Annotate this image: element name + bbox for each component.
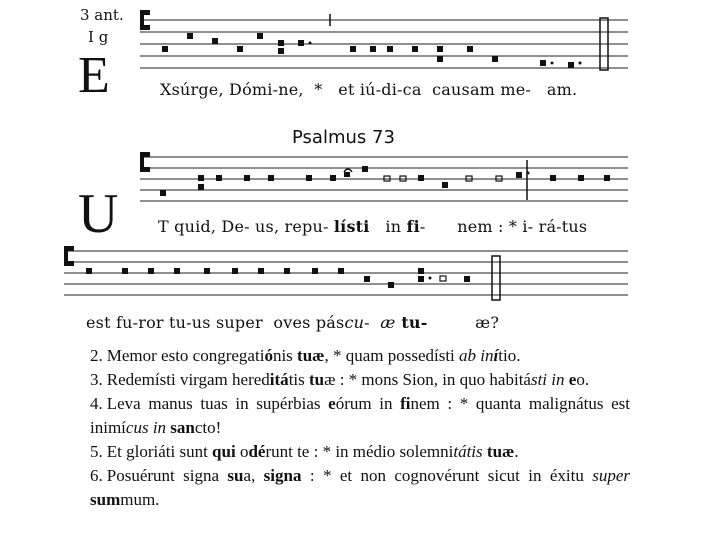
verse-number: 4. [90,394,103,413]
verse-text-segment: ó [264,346,273,365]
antiphon-lyric: Xsúrge, Dómi-ne, * et iú-di-ca causam me- am. [160,80,578,99]
verse-text-segment: san [170,418,195,437]
verse-list [90,344,630,512]
verse-text-segment: a, [243,466,264,485]
verse-text-segment: tio. [498,346,521,365]
lyric-italic-segment: cu- æ [344,313,396,332]
verse-number: 6. [90,466,103,485]
verse-number: 2. [90,346,103,365]
psalm-title: Psalmus 73 [292,127,395,148]
verse-text-segment: Redemísti virgam hered [106,370,270,389]
mode-label: 3 ant. [80,6,124,24]
verse-text-segment: Memor esto congregati [106,346,265,365]
lyric-bold-segment: tu- [395,313,428,332]
verse-text-segment: : * et non cognovérunt sicut in éxitu [301,466,593,485]
verse-text-segment: , * quam possedísti [324,346,460,365]
verse-text-segment: sti in [530,370,569,389]
verse-text-segment: órum in [335,394,401,413]
verse-text-segment: signa [263,466,302,485]
verse-number: 3. [90,370,103,389]
verse-text-segment: mum. [120,490,160,509]
lyric-segment: - nem : * i- rá-tus [419,217,588,236]
verse-text-segment: fi [400,394,411,413]
verse-text-segment: Posuérunt signa [106,466,228,485]
lyric-bold-segment: fi [406,217,420,236]
verse-text-segment: nem : * quanta malignátus est inimí [90,394,630,437]
verse-text-segment: Et gloriáti sunt [106,442,213,461]
verse-text-segment: e [328,394,336,413]
verse-text-segment: æ : * mons Sion, in quo habitá [324,370,531,389]
verse-text-segment: nis [272,346,298,365]
verse-number: 5. [90,442,103,461]
verse-5 [90,440,630,464]
antiphon-initial: E [78,47,110,104]
verse-text-segment: cus in [125,418,171,437]
verse-text-segment: e [568,370,577,389]
verse-text-segment: . [514,442,519,461]
verse-text-segment: ab in [459,346,494,365]
verse-text-segment: itá [269,370,289,389]
verse-text-segment: o. [576,370,590,389]
verse-text-segment: super [592,466,630,485]
verse-text-segment: sum [90,490,121,509]
verse-text-segment: tuæ [297,346,325,365]
lyric-segment: æ? [427,313,500,332]
verse-4 [90,392,630,440]
verse-text-segment: tátis [453,442,487,461]
verse-text-segment: qui [212,442,236,461]
verse-2 [90,344,630,368]
psalm-initial: U [78,183,119,245]
verse-3 [90,368,630,392]
verse-text-segment: dé [248,442,266,461]
verse-text-segment: tuæ [486,442,515,461]
clef-icon [64,246,74,266]
verse-text-segment: cto! [194,418,222,437]
mode-sub-label: I g [88,28,109,46]
lyric-bold-segment: lísti [333,217,370,236]
verse-text-segment: runt te : * in médio solemni [265,442,454,461]
psalm-lyric-line-2 [86,313,499,332]
lyric-segment: est fu-ror tu-us super oves pás [86,313,345,332]
verse-text-segment: su [227,466,244,485]
lyric-segment: T quid, De- us, repu- [158,217,329,236]
lyric-segment: in [369,217,407,236]
verse-text-segment: Leva manus tuas in supérbias [106,394,329,413]
verse-text-segment: tu [309,370,325,389]
verse-text-segment: tis [288,370,309,389]
verse-text-segment: í [493,346,499,365]
verse-text-segment: o [235,442,249,461]
verse-6 [90,464,630,512]
